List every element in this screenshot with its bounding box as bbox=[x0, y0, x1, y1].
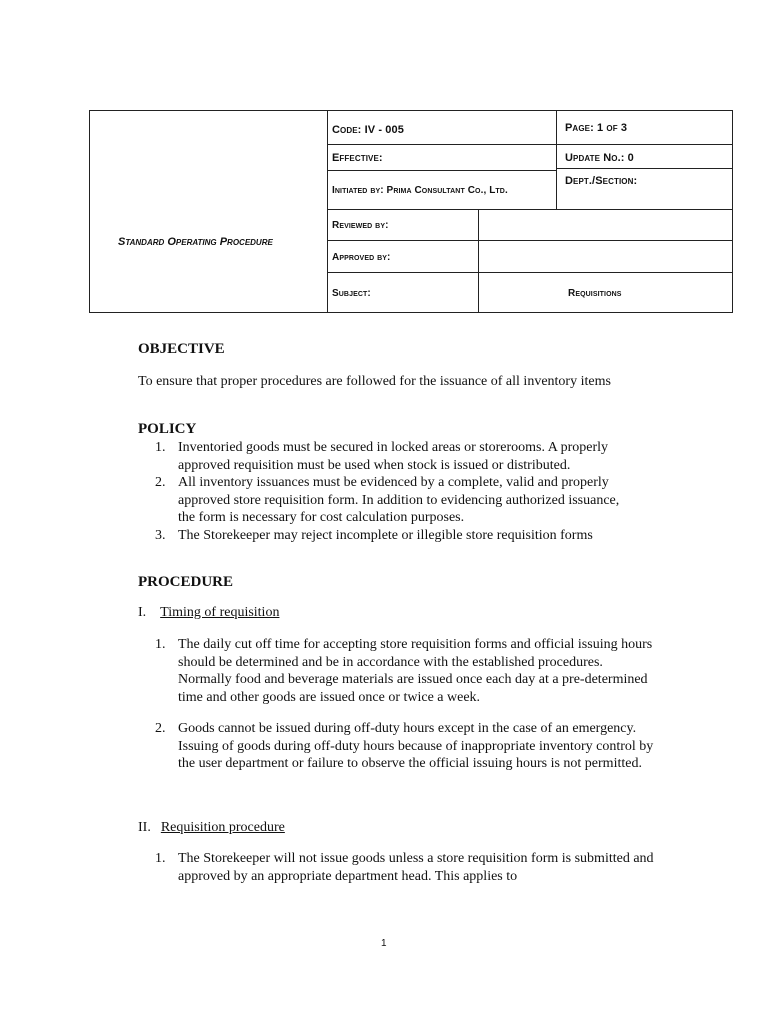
row-divider-3 bbox=[327, 209, 733, 210]
row-divider-4 bbox=[327, 240, 733, 241]
sop-title: Standard Operating Procedure bbox=[118, 236, 273, 248]
subject-label: Subject: bbox=[332, 288, 371, 299]
list-item-number: 1. bbox=[155, 440, 166, 455]
section-i-heading bbox=[138, 605, 279, 621]
list-item-number: 1. bbox=[155, 851, 166, 866]
subject-value: Requisitions bbox=[568, 288, 622, 299]
section-numeral: I. bbox=[138, 605, 147, 620]
list-item-text: Goods cannot be issued during off-duty hours except in the case of an emergency. Issuing of goods during off-duty hours because of inappropriate inventory control by the user department or failure to observe the official issuing hours is not permitted. bbox=[178, 721, 654, 771]
table-divider-value-col bbox=[478, 209, 479, 313]
list-item-number: 1. bbox=[155, 637, 166, 652]
table-border-bottom bbox=[89, 312, 733, 313]
row-divider-2-right bbox=[556, 168, 733, 169]
list-item bbox=[155, 439, 630, 474]
table-border-left bbox=[89, 110, 90, 313]
list-item-text: All inventory issuances must be evidenced by a complete, valid and properly approved store requisition form. In addition to evidencing authorized issuance, the form is necessary for cost calculation purposes. bbox=[178, 475, 620, 525]
row-divider-5 bbox=[327, 272, 733, 273]
table-divider-right-col bbox=[556, 110, 557, 209]
requisition-list bbox=[155, 850, 655, 885]
policy-list bbox=[155, 439, 630, 544]
reviewed-by-label: Reviewed by: bbox=[332, 220, 389, 231]
code-label: Code: IV - 005 bbox=[332, 124, 404, 136]
list-item bbox=[155, 720, 655, 773]
table-border-top bbox=[89, 110, 733, 111]
list-item-number: 2. bbox=[155, 475, 166, 490]
list-item-text: The Storekeeper will not issue goods unless a store requisition form is submitted and approved by an appropriate department head. This applies to bbox=[178, 851, 654, 884]
objective-heading: OBJECTIVE bbox=[138, 341, 225, 357]
update-no-label: Update No.: 0 bbox=[565, 152, 634, 164]
dept-section-label: Dept./Section: bbox=[565, 175, 638, 187]
list-item-number: 3. bbox=[155, 527, 166, 543]
list-item bbox=[155, 474, 630, 527]
list-item-text: The daily cut off time for accepting store requisition forms and official issuing hours should be determined and be in accordance with the established procedures. Normally food and beverage materials are issued once each day at a pre-determined time and other goods are issued once or twice a week. bbox=[178, 637, 653, 705]
list-item-text: The Storekeeper may reject incomplete or illegible store requisition forms bbox=[178, 527, 593, 543]
procedure-heading: PROCEDURE bbox=[138, 574, 234, 590]
objective-text: To ensure that proper procedures are followed for the issuance of all inventory items bbox=[138, 374, 611, 389]
row-divider-1 bbox=[327, 144, 733, 145]
page-number: 1 bbox=[381, 938, 387, 949]
initiated-by-label: Initiated by: Prima Consultant Co., Ltd. bbox=[332, 185, 508, 196]
timing-list bbox=[155, 636, 655, 773]
table-divider-left-col bbox=[327, 110, 328, 313]
list-item bbox=[155, 850, 655, 885]
list-item-text: Inventoried goods must be secured in locked areas or storerooms. A properly approved requisition must be used when stock is issued or distributed. bbox=[178, 440, 609, 473]
approved-by-label: Approved by: bbox=[332, 252, 391, 263]
table-border-right bbox=[732, 110, 733, 313]
list-item bbox=[155, 527, 630, 545]
row-divider-2-left bbox=[327, 170, 557, 171]
section-ii-heading bbox=[138, 820, 285, 836]
list-item bbox=[155, 636, 655, 706]
section-title: Requisition procedure bbox=[160, 820, 285, 835]
page-info: Page: 1 of 3 bbox=[565, 122, 628, 134]
section-numeral: II. bbox=[138, 820, 151, 835]
list-item-number: 2. bbox=[155, 721, 166, 736]
section-title: Timing of requisition bbox=[160, 605, 280, 620]
policy-heading: POLICY bbox=[138, 421, 197, 437]
effective-label: Effective: bbox=[332, 152, 383, 164]
